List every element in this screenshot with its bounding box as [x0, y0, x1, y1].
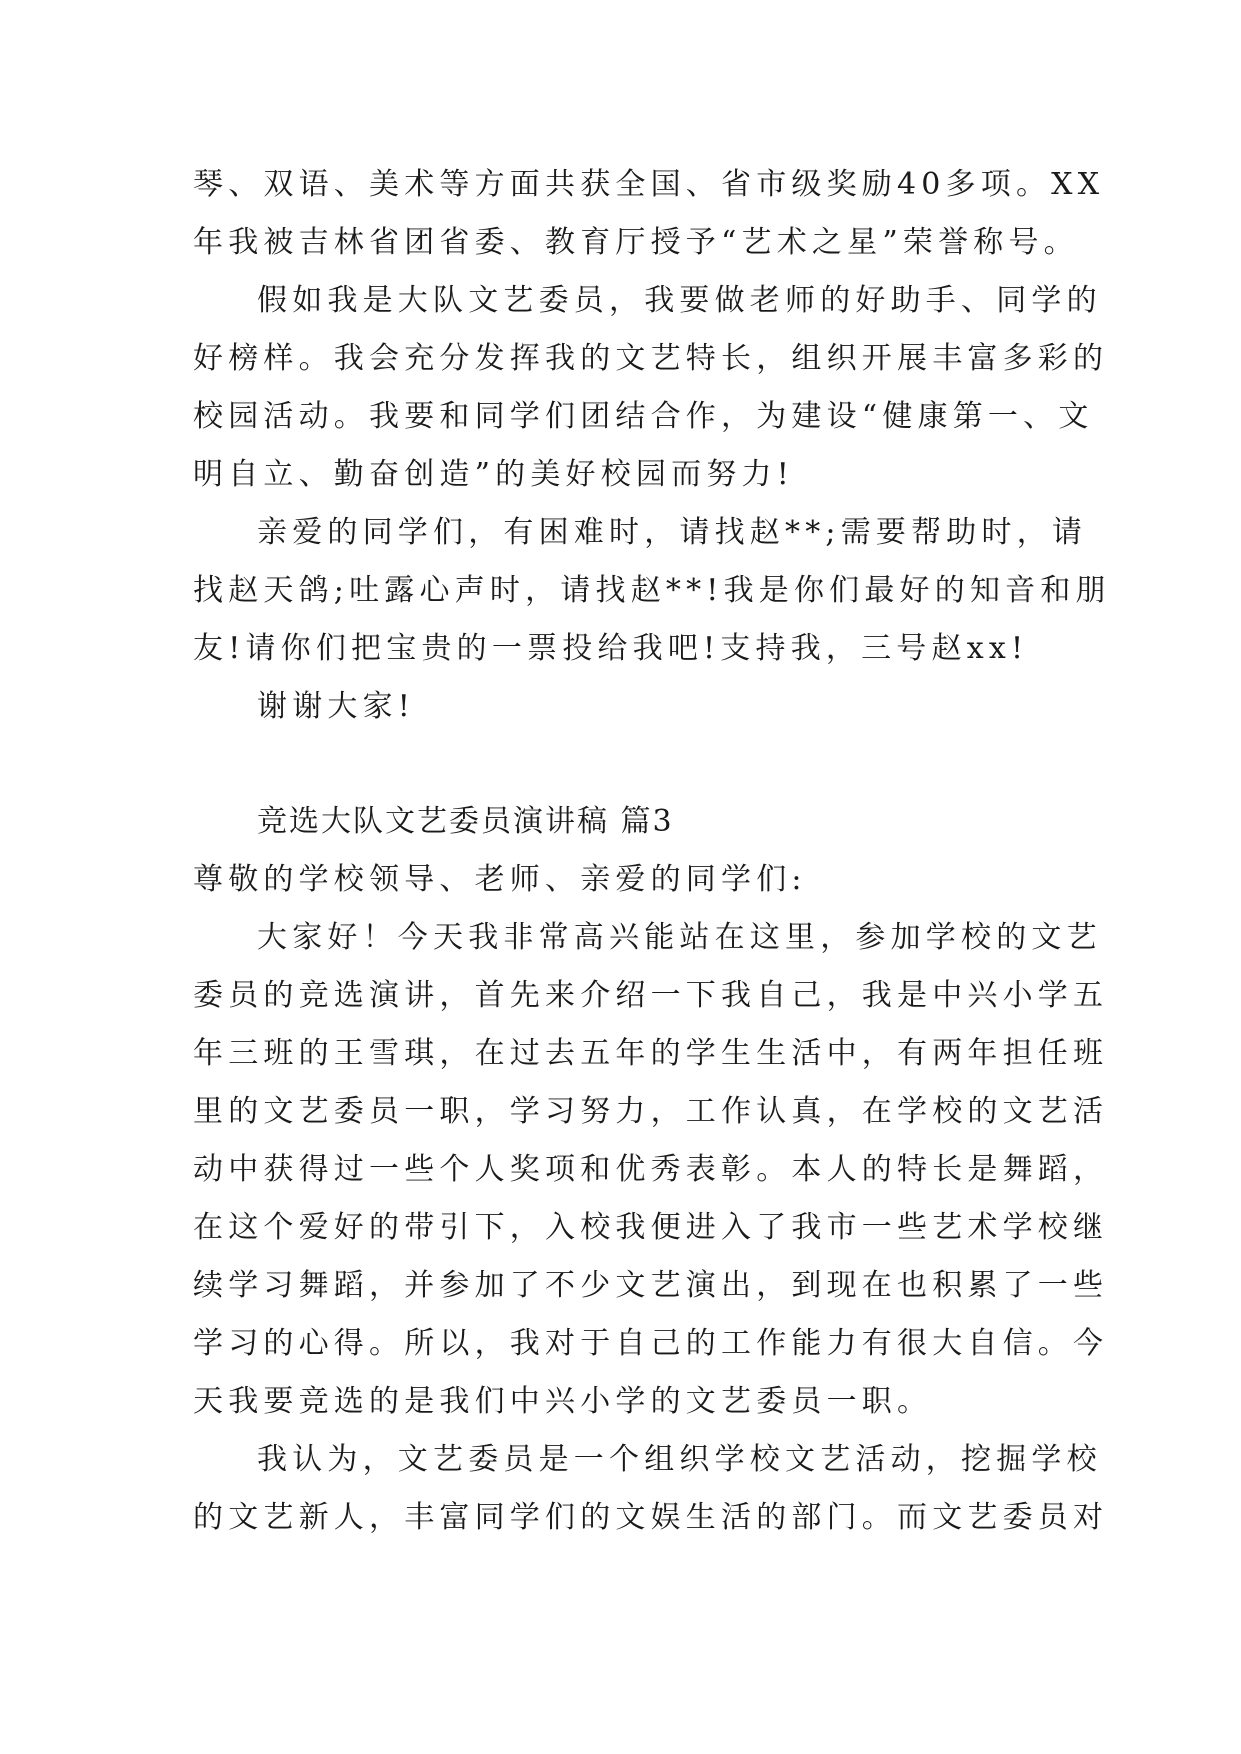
salutation-line: 尊敬的学校领导、老师、亲爱的同学们:: [193, 862, 807, 897]
body-text-line: 天我要竞选的是我们中兴小学的文艺委员一职。: [193, 1384, 933, 1419]
body-text-line: 年我被吉林省团省委、教育厅授予“艺术之星”荣誉称号。: [193, 225, 1079, 260]
body-text-line: 年三班的王雪琪，在过去五年的学生生活中，有两年担任班: [193, 1036, 1109, 1071]
body-text-line: 续学习舞蹈，并参加了不少文艺演出，到现在也积累了一些: [193, 1268, 1109, 1303]
body-text-line: 友!请你们把宝贵的一票投给我吧!支持我，三号赵xx!: [193, 631, 1029, 666]
body-text-line: 亲爱的同学们，有困难时，请找赵**;需要帮助时，请: [257, 515, 1088, 550]
body-text-line: 校园活动。我要和同学们团结合作，为建设“健康第一、文: [193, 399, 1094, 434]
body-text-line: 找赵天鸽;吐露心声时，请找赵**!我是你们最好的知音和朋: [193, 573, 1111, 608]
body-text-line: 在这个爱好的带引下，入校我便进入了我市一些艺术学校继: [193, 1210, 1109, 1245]
body-text-line: 假如我是大队文艺委员，我要做老师的好助手、同学的: [257, 283, 1102, 318]
body-text-line: 动中获得过一些个人奖项和优秀表彰。本人的特长是舞蹈，: [193, 1152, 1109, 1187]
body-text-line: 我认为，文艺委员是一个组织学校文艺活动，挖掘学校: [257, 1442, 1102, 1477]
body-text-line: 谢谢大家!: [257, 689, 416, 724]
body-text-line: 里的文艺委员一职，学习努力，工作认真，在学校的文艺活: [193, 1094, 1109, 1129]
body-text-line: 的文艺新人，丰富同学们的文娱生活的部门。而文艺委员对: [193, 1500, 1109, 1535]
body-text-line: 大家好！今天我非常高兴能站在这里，参加学校的文艺: [257, 920, 1102, 955]
body-text-line: 明自立、勤奋创造”的美好校园而努力!: [193, 457, 794, 492]
body-text-line: 委员的竞选演讲，首先来介绍一下我自己，我是中兴小学五: [193, 978, 1109, 1013]
body-text-line: 学习的心得。所以，我对于自己的工作能力有很大自信。今: [193, 1326, 1109, 1361]
section-heading: 竞选大队文艺委员演讲稿 篇3: [257, 804, 674, 839]
body-text-line: 好榜样。我会充分发挥我的文艺特长，组织开展丰富多彩的: [193, 341, 1109, 376]
body-text-line: 琴、双语、美术等方面共获全国、省市级奖励40多项。XX: [193, 167, 1105, 202]
